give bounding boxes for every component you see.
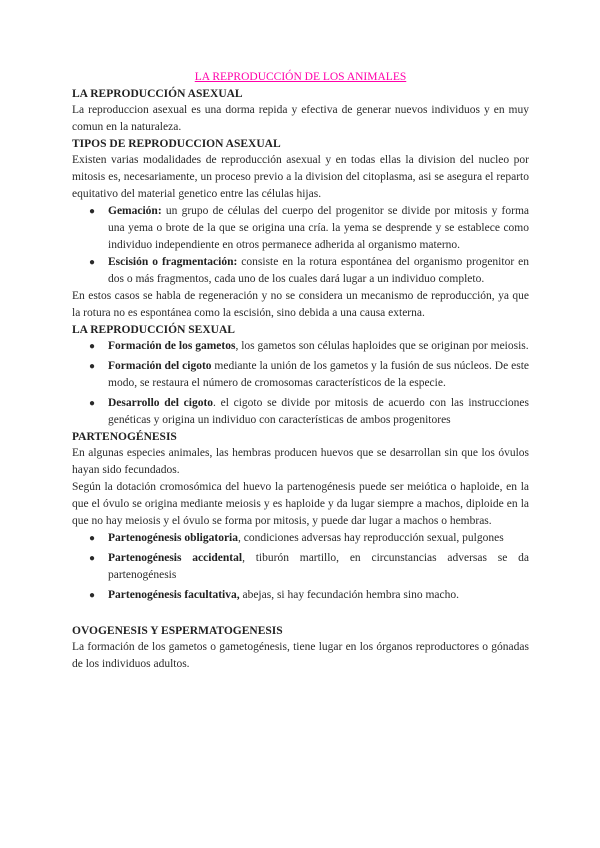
bullet-icon: ● xyxy=(89,341,96,352)
item-text: . el cigoto se divide por mitosis de acuerdo con las instrucciones genéticas y origina un individuo con características de ambos progenitores xyxy=(108,397,529,426)
bullet-icon: ● xyxy=(89,398,96,409)
bullet-icon: ● xyxy=(89,361,96,372)
heading-tipos: TIPOS DE REPRODUCCION ASEXUAL xyxy=(72,138,281,150)
list-tipos xyxy=(72,203,529,288)
item-term: Formación del cigoto xyxy=(108,360,212,372)
bullet-icon: ● xyxy=(89,590,96,601)
list-item xyxy=(72,550,529,584)
item-text: abejas, si hay fecundación hembra sino macho. xyxy=(239,589,459,601)
bullet-icon: ● xyxy=(89,533,96,544)
item-text: un grupo de células del cuerpo del progenitor se divide por mitosis y forma una yema o brote de la que se origina una cría. la yema se desprende y se establece como individuo independiente en otros permanece adherida al organismo materno. xyxy=(108,205,529,251)
item-text: , los gametos son células haploides que se originan por meiosis. xyxy=(235,340,529,352)
bullet-icon: ● xyxy=(89,553,96,564)
list-item xyxy=(72,254,529,288)
item-text: mediante la unión de los gametos y la fusión de sus núcleos. De este modo, se restaura el número de cromosomas característicos de la especie. xyxy=(108,360,529,389)
document-content xyxy=(72,70,529,673)
list-item xyxy=(72,587,529,604)
list-item xyxy=(72,338,529,355)
item-term: Partenogénesis obligatoria xyxy=(108,532,238,544)
item-term: Escisión o fragmentación: xyxy=(108,256,238,268)
bullet-icon: ● xyxy=(89,257,96,268)
list-partenogenesis xyxy=(72,530,529,604)
paragraph-partenogenesis-1: En algunas especies animales, las hembras producen huevos que se desarrollan sin que los óvulos hayan sido fecundados. xyxy=(72,447,529,476)
paragraph-regeneracion: En estos casos se habla de regeneración y no se considera un mecanismo de reproducción, ya que la rotura no es espontánea como la escisión, sino debida a una causa externa. xyxy=(72,290,529,319)
item-text: , condiciones adversas hay reproducción sexual, pulgones xyxy=(238,532,504,544)
item-text: consiste en la rotura espontánea del organismo progenitor en dos o más fragmentos, cada uno de los cuales dará lugar a un individuo completo. xyxy=(108,256,529,285)
list-item xyxy=(72,203,529,254)
item-term: Gemación: xyxy=(108,205,162,217)
heading-partenogenesis: PARTENOGÉNESIS xyxy=(72,431,177,443)
heading-sexual: LA REPRODUCCIÓN SEXUAL xyxy=(72,324,235,336)
heading-ovogenesis: OVOGENESIS Y ESPERMATOGENESIS xyxy=(72,625,283,637)
paragraph-partenogenesis-2: Según la dotación cromosómica del huevo la partenogénesis puede ser meiótica o haploide, en la que el óvulo se origina mediante meiosis y es haploide y da lugar siempre a machos, diploide en la que no hay meiosis y el óvulo se forma por mitosis, y puede dar lugar a machos o hembras. xyxy=(72,481,529,527)
item-term: Formación de los gametos xyxy=(108,340,236,352)
item-term: Desarrollo del cigoto xyxy=(108,397,214,409)
bullet-icon: ● xyxy=(89,206,96,217)
list-sexual xyxy=(72,338,529,429)
item-term: Partenogénesis accidental xyxy=(108,552,243,564)
item-text: , tiburón martillo, en circunstancias adversas se da partenogénesis xyxy=(108,552,529,581)
item-term: Partenogénesis facultativa, xyxy=(108,589,240,601)
heading-asexual: LA REPRODUCCIÓN ASEXUAL xyxy=(72,88,243,100)
paragraph-asexual-intro: La reproduccion asexual es una dorma repida y efectiva de generar nuevos individuos y en muy comun en la naturaleza. xyxy=(72,104,529,133)
paragraph-tipos-intro: Existen varias modalidades de reproducción asexual y en todas ellas la division del nucleo por mitosis es, necesariamente, un proceso previo a la division del citoplasma, asi se asegura el reparto equitativo del material genetico entre las células hijas. xyxy=(72,154,529,200)
page-title: LA REPRODUCCIÓN DE LOS ANIMALES xyxy=(194,71,407,83)
paragraph-ovogenesis: La formación de los gametos o gametogénesis, tiene lugar en los órganos reproductores o gónadas de los individuos adultos. xyxy=(72,641,529,670)
list-item xyxy=(72,530,529,547)
list-item xyxy=(72,395,529,429)
list-item xyxy=(72,358,529,392)
